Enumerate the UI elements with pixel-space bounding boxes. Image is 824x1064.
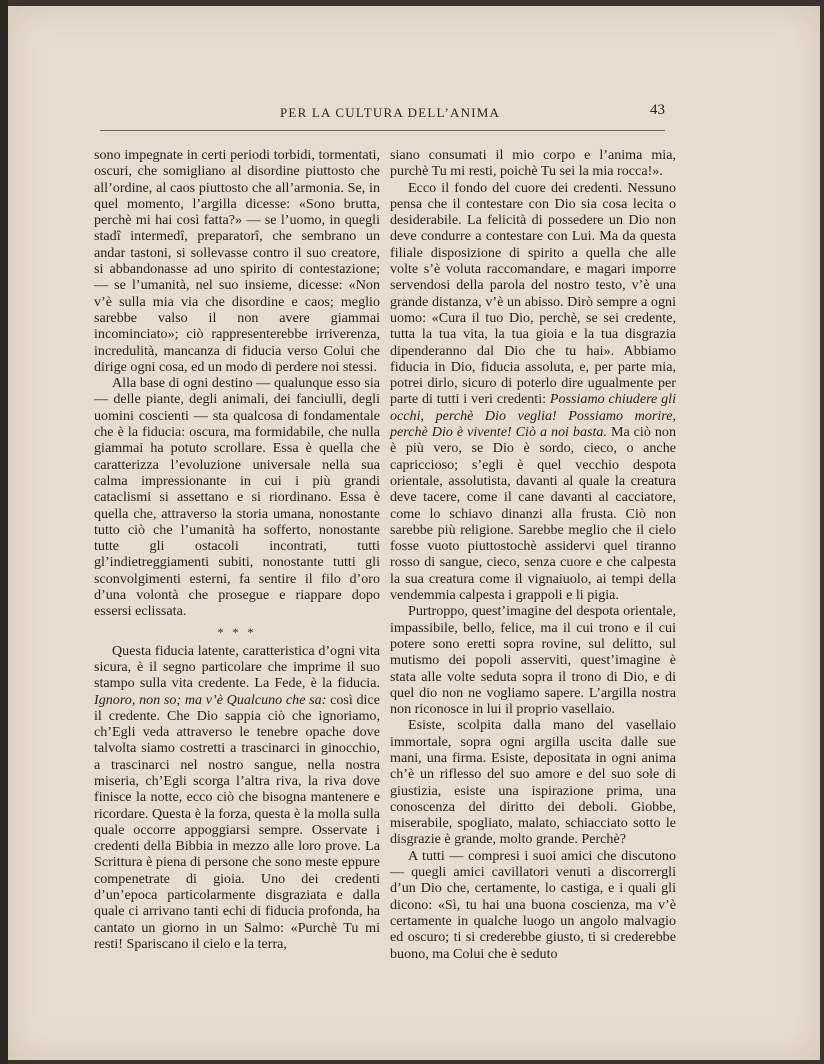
- paragraph: Esiste, scolpita dalla mano del vasellaio immortale, sopra ogni argilla uscita dalle sue mani, una firma. Esiste, depositata in ogni anima ch’è un riflesso del suo amore e del suo sole di giustizia, esiste una ispirazione prima, una conoscenza del diritto dei deboli. Giobbe, miserabile, spogliato, malato, schiacciato sotto le disgrazie è grande, molto grande. Perchè?: [390, 717, 676, 848]
- paragraph: Purtroppo, quest’imagine del despota orientale, impassibile, bello, felice, ma il cui trono e il cui potere sono eretti sopra rovine, sul delitto, sul mutismo dei popoli asserviti, quest’imagine è stata alle volte seduta sopra il trono di Dio, e di quel dio non ne vogliamo sapere. L’argilla nostra non riconosce in lui il proprio vasellaio.: [390, 603, 676, 718]
- left-column: [94, 147, 380, 952]
- paragraph: [390, 180, 676, 604]
- paragraph: [94, 643, 380, 953]
- italic-quote: Ignoro, non so; ma v’è Qualcuno che sa:: [94, 691, 327, 708]
- italic-quote: Possiamo chiudere gli occhi, perchè Dio veglia! Possiamo morire, perchè Dio è vivente! Ciò a noi basta.: [390, 391, 677, 441]
- text-run: Ecco il fondo del cuore dei credenti. Nessuno pensa che il contestare con Dio sia cosa lecita o desiderabile. La felicità di possedere un Dio non deve condurre a contestare con Lui. Ma da questa filiale disposizione di spirito a quella che alle volte s’è voluta raccomandare, e magari imporre servendosi della parola del nostro testo, v’è una grande distanza, v’è un abisso. Dirò sempre a ogni uomo: «Cura il tuo Dio, perchè, se sei credente, tutta la tua vita, la tua gioia e la tua disgrazia dipenderanno dal Dio che tu hai». Abbiamo fiducia in Dio, fiducia assoluta, e, per parte mia, potrei dirlo, sicuro di poterlo dire ugualmente per parte di tutti i veri credenti:: [390, 179, 676, 408]
- page-number: 43: [650, 102, 665, 118]
- header-rule: [100, 130, 665, 131]
- text-run: Questa fiducia latente, caratteristica d’ogni vita sicura, è il segno particolare che imprime il suo stampo sulla vita credente. La Fede, è la fiducia.: [94, 642, 380, 692]
- running-title: PER LA CULTURA DELL’ANIMA: [280, 105, 501, 120]
- right-column: [390, 147, 676, 962]
- text-run: Ma ciò non è più vero, se Dio è sordo, cieco, o anche capriccioso; s’egli è quel vecchio despota orientale, assolutista, davanti al quale la creatura deve tacere, come il cane davanti al cacciatore, come lo schiavo dinanzi alla frusta. Ciò non sarebbe più religione. Sarebbe meglio che il cielo fosse vuoto piuttostochè assidervi quel tiranno rosso di sangue, cieco, senza cuore e che calpesta la sua creatura come il vignaiuolo, ai tempi della vendemmia calpesta i grappoli e li pigia.: [390, 424, 676, 604]
- text-run: così dice il credente. Che Dio sappia ciò che ignoriamo, ch’Egli veda attraverso le tenebre opache dove talvolta siamo costretti a trascinarci in ginocchio, a trascinarci nel nostro sangue, nella nostra miseria, ch’Egli scorga l’altra riva, la riva dove finisce la notte, ecco ciò che bisogna mantenere e ricordare. Questa è la forza, questa è la molla sulla quale occorre appoggiarsi sempre. Osservate i credenti della Bibbia in mezzo alle loro prove. La Scrittura è piena di persone che sono meste eppure compenetrate di gioia. Uno dei credenti d’un’epoca particolarmente disgraziata e dalla quale ci arrivano tanti echi di fiducia profonda, ha cantato un giorno in un Salmo: «Purchè Tu mi resti! Spariscano il cielo e la terra,: [94, 691, 380, 952]
- paragraph: A tutti — compresi i suoi amici che discutono — quegli amici cavillatori venuti a discorrergli d’un Dio che, certamente, lo castiga, e i quali gli dicono: «Sì, tu hai una buona coscienza, ma v’è certamente in qualche luogo un angolo malvagio ed oscuro; ti si crederebbe giusto, ti si crederebbe buono, ma Colui che è seduto: [390, 847, 676, 962]
- page-header: [90, 100, 670, 126]
- paragraph: siano consumati il mio corpo e l’anima mia, purchè Tu mi resti, poichè Tu sei la mia rocca!».: [390, 147, 676, 180]
- paragraph: sono impegnate in certi periodi torbidi, tormentati, oscuri, che somigliano al disordine piuttosto che all’ordine, al caos piuttosto che all’armonia. Se, in quel momento, l’argilla dicesse: «Sono brutta, perchè mi hai così fatta?» — se l’uomo, in quegli stadî intermedî, preparatorî, che sembrano un andar tastoni, si sollevasse contro il suo creatore, si abbandonasse ad uno spirito di contestazione; — se l’umanità, nel suo insieme, dicesse: «Non v’è sulla mia via che disordine e caos; meglio sarebbe valso il non avere giammai incominciato»; ciò rappresenterebbe irriverenza, incredulità, mancanza di fiducia verso Colui che dirige ogni cosa, ed un modo di perdere noi stessi.: [94, 147, 380, 375]
- page-left-edge: [0, 0, 8, 1064]
- section-break: * * *: [217, 624, 257, 639]
- paragraph: Alla base di ogni destino — qualunque esso sia — delle piante, degli animali, dei fanciulli, degli uomini coscienti — sta qualcosa di fondamentale che è la fiducia: oscura, ma formidabile, che nulla giammai ha potuto scrollare. Essa è quella che caratterizza l’evoluzione universale nella sua calma impressionante in cui i più grandi cataclismi si assettano e si riordinano. Essa è quella che, attraverso la storia umana, nonostante tutto ciò che l’umanità ha sofferto, nonostante tutte gli ostacoli incontrati, tutti gl’indietreggiamenti subiti, nonostante tutti gli sconvolgimenti esterni, fa sentire il filo d’oro d’una volontà che prosegue e riappare dopo essersi eclissata.: [94, 375, 380, 620]
